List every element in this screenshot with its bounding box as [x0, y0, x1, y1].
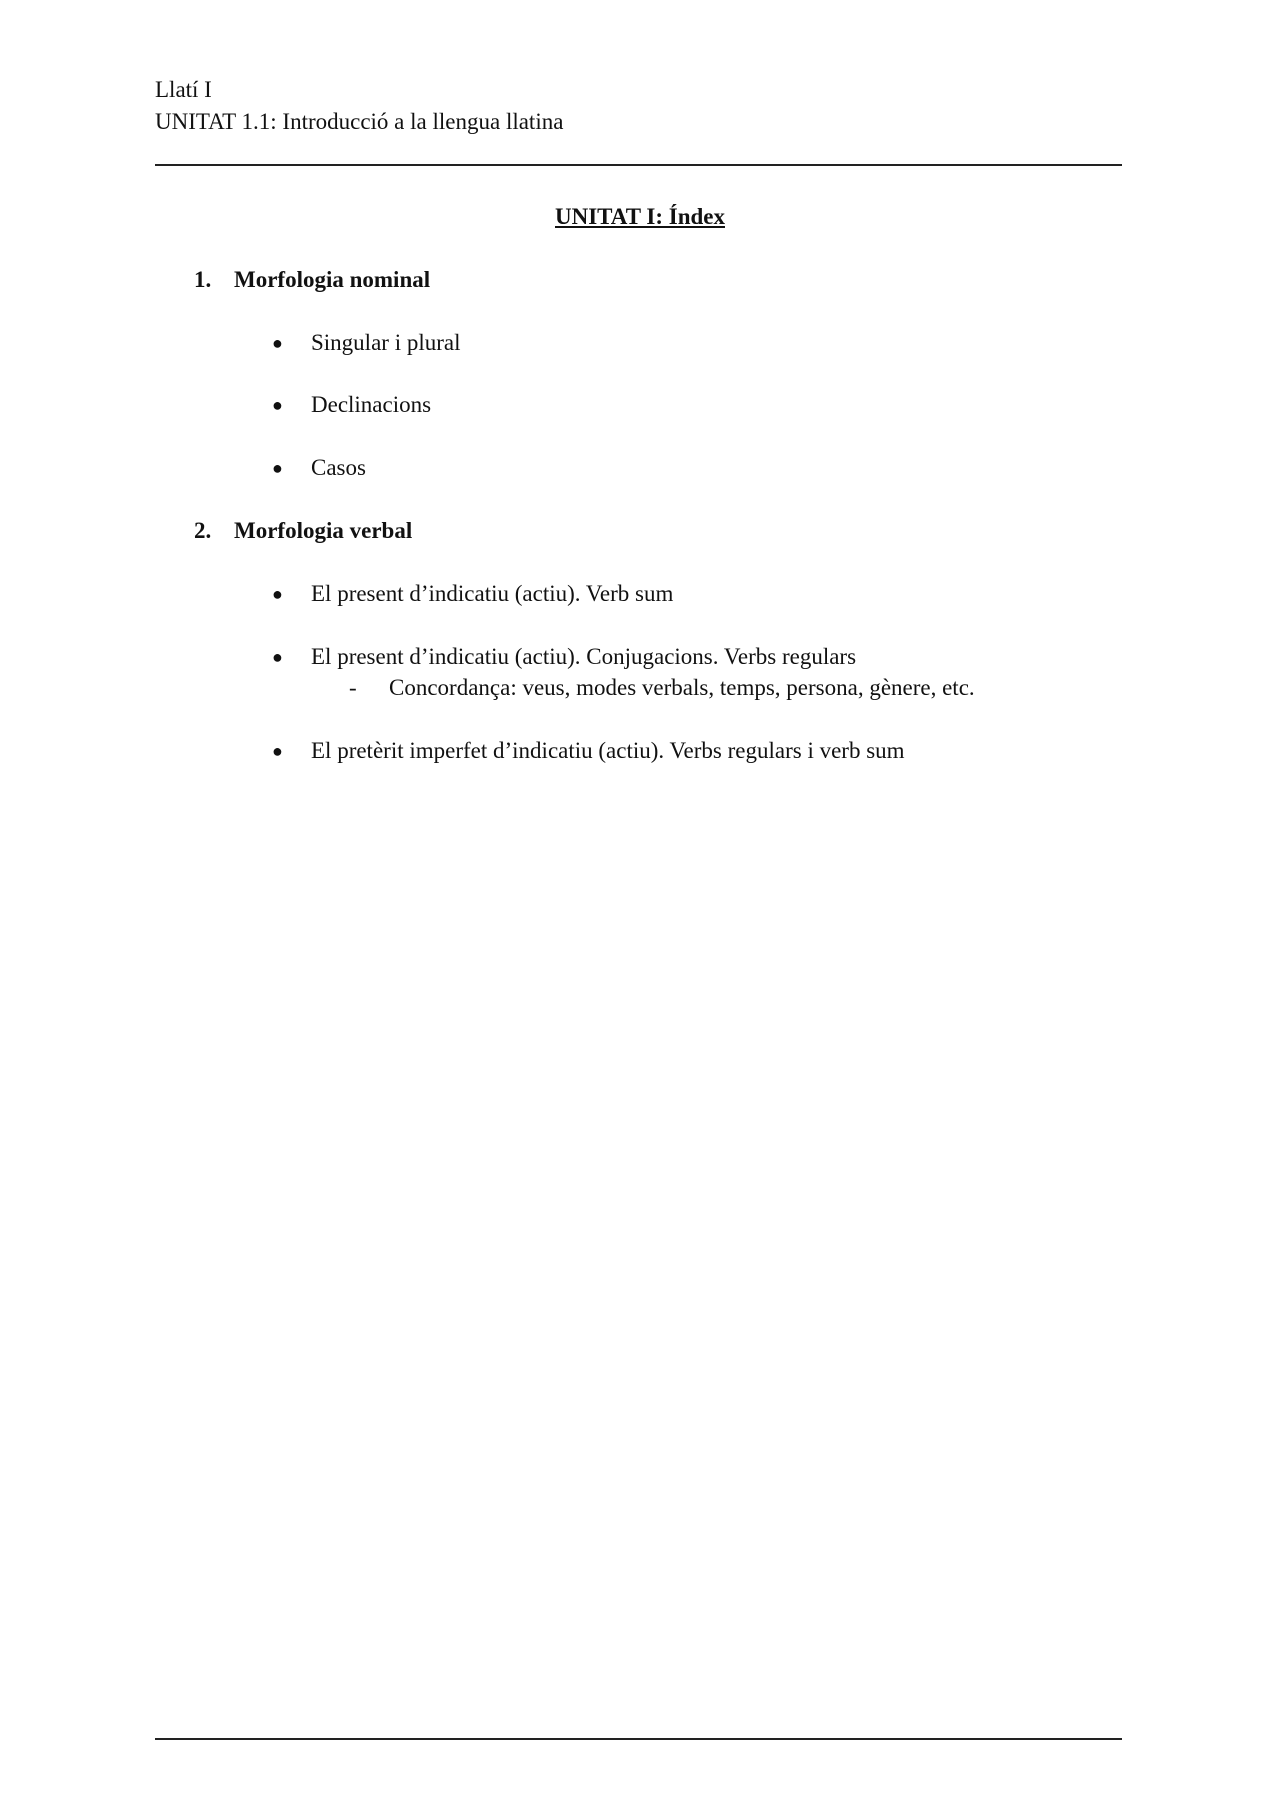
bullet-icon: ●	[272, 647, 283, 667]
page-title: UNITAT I: Índex	[555, 204, 725, 229]
list-item	[272, 579, 673, 609]
list-item	[272, 328, 460, 358]
bullet-icon: ●	[272, 458, 283, 478]
section-heading-2	[194, 516, 412, 546]
list-item-text: El pretèrit imperfet d’indicatiu (actiu). Verbs regulars i verb sum	[311, 738, 905, 763]
bullet-icon: ●	[272, 584, 283, 604]
bullet-icon: ●	[272, 395, 283, 415]
header-course: Llatí I	[155, 77, 212, 102]
section-number: 1.	[194, 267, 212, 292]
list-item-text: Casos	[311, 455, 366, 480]
sub-list-item-text: Concordança: veus, modes verbals, temps, persona, gènere, etc.	[389, 675, 975, 700]
list-item	[272, 390, 431, 420]
section-title: Morfologia nominal	[234, 267, 431, 292]
page-header	[155, 74, 563, 138]
footer-divider	[155, 1738, 1122, 1740]
list-item	[272, 453, 366, 483]
list-item	[272, 642, 856, 672]
list-item-text: El present d’indicatiu (actiu). Conjugacions. Verbs regulars	[311, 644, 857, 669]
sub-list-item	[349, 673, 975, 703]
section-title: Morfologia verbal	[234, 518, 413, 543]
list-item-text: Declinacions	[311, 392, 432, 417]
list-item	[272, 736, 905, 766]
list-item-text: El present d’indicatiu (actiu). Verb sum	[311, 581, 674, 606]
header-divider	[155, 164, 1122, 166]
list-item-text: Singular i plural	[311, 330, 461, 355]
bullet-icon: ●	[272, 333, 283, 353]
dash-marker: -	[349, 675, 357, 700]
section-heading-1	[194, 265, 430, 295]
bullet-icon: ●	[272, 741, 283, 761]
section-number: 2.	[194, 518, 212, 543]
header-unit: UNITAT 1.1: Introducció a la llengua llatina	[155, 109, 564, 134]
